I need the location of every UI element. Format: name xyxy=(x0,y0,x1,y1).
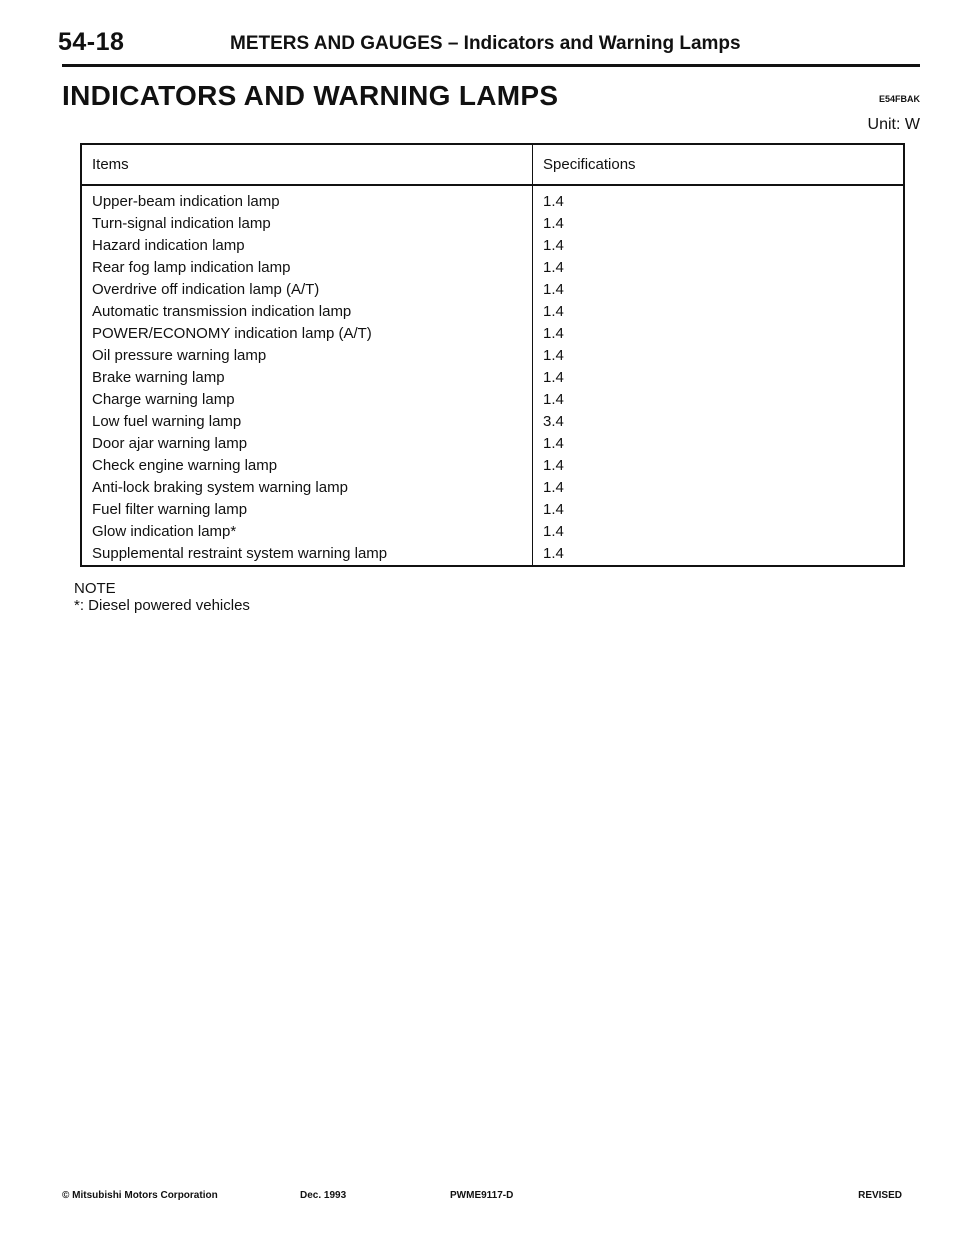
spec-cell: 1.4 xyxy=(543,435,564,452)
spec-cell: 1.4 xyxy=(543,545,564,562)
column-header-specifications: Specifications xyxy=(533,144,905,185)
item-cell: Turn-signal indication lamp xyxy=(81,213,533,235)
table-row xyxy=(81,411,904,433)
spec-cell: 1.4 xyxy=(543,237,564,254)
item-cell: Rear fog lamp indication lamp xyxy=(81,257,533,279)
spec-cell: 1.4 xyxy=(543,347,564,364)
table-row xyxy=(81,367,904,389)
table-row xyxy=(81,279,904,301)
header-rule xyxy=(62,64,920,67)
item-cell: Supplemental restraint system warning lamp xyxy=(81,543,533,566)
chapter-title: METERS AND GAUGES – Indicators and Warning Lamps xyxy=(230,33,741,54)
spec-cell: 1.4 xyxy=(543,479,564,496)
item-cell: Charge warning lamp xyxy=(81,389,533,411)
item-cell: Overdrive off indication lamp (A/T) xyxy=(81,279,533,301)
table-row xyxy=(81,433,904,455)
table-row xyxy=(81,477,904,499)
table-row xyxy=(81,345,904,367)
item-cell: Door ajar warning lamp xyxy=(81,433,533,455)
footer-status: REVISED xyxy=(858,1190,902,1201)
table-row xyxy=(81,257,904,279)
footer-date: Dec. 1993 xyxy=(300,1190,347,1201)
spec-cell: 1.4 xyxy=(543,259,564,276)
table-row xyxy=(81,185,904,213)
column-header-items: Items xyxy=(81,144,533,185)
table-row xyxy=(81,389,904,411)
table-header-row xyxy=(81,144,904,185)
spec-cell: 1.4 xyxy=(543,193,564,210)
table-row xyxy=(81,455,904,477)
note-label: NOTE xyxy=(74,580,116,597)
item-cell: POWER/ECONOMY indication lamp (A/T) xyxy=(81,323,533,345)
spec-table xyxy=(80,143,905,567)
item-cell: Glow indication lamp* xyxy=(81,521,533,543)
spec-cell: 1.4 xyxy=(543,369,564,386)
item-cell: Hazard indication lamp xyxy=(81,235,533,257)
table-row xyxy=(81,213,904,235)
spec-cell: 1.4 xyxy=(543,523,564,540)
note-text: *: Diesel powered vehicles xyxy=(74,597,250,614)
table-row xyxy=(81,301,904,323)
item-cell: Check engine warning lamp xyxy=(81,455,533,477)
table-row xyxy=(81,521,904,543)
spec-cell: 1.4 xyxy=(543,281,564,298)
item-cell: Fuel filter warning lamp xyxy=(81,499,533,521)
item-cell: Automatic transmission indication lamp xyxy=(81,301,533,323)
spec-cell: 3.4 xyxy=(543,413,564,430)
table-row xyxy=(81,499,904,521)
item-cell: Brake warning lamp xyxy=(81,367,533,389)
page-number: 54-18 xyxy=(58,28,125,56)
table-row xyxy=(81,543,904,566)
item-cell: Anti-lock braking system warning lamp xyxy=(81,477,533,499)
item-cell: Upper-beam indication lamp xyxy=(81,185,533,213)
item-cell: Low fuel warning lamp xyxy=(81,411,533,433)
spec-cell: 1.4 xyxy=(543,457,564,474)
spec-cell: 1.4 xyxy=(543,391,564,408)
section-title: INDICATORS AND WARNING LAMPS xyxy=(62,80,559,111)
spec-cell: 1.4 xyxy=(543,325,564,342)
spec-cell: 1.4 xyxy=(543,303,564,320)
unit-label: Unit: W xyxy=(867,116,920,133)
table-body xyxy=(81,185,904,566)
footer-doc-code: PWME9117-D xyxy=(450,1190,514,1201)
section-code: E54FBAK xyxy=(878,94,920,104)
spec-cell: 1.4 xyxy=(543,215,564,232)
table-row xyxy=(81,235,904,257)
table-row xyxy=(81,323,904,345)
footer-copyright: © Mitsubishi Motors Corporation xyxy=(62,1190,218,1201)
spec-cell: 1.4 xyxy=(543,501,564,518)
item-cell: Oil pressure warning lamp xyxy=(81,345,533,367)
